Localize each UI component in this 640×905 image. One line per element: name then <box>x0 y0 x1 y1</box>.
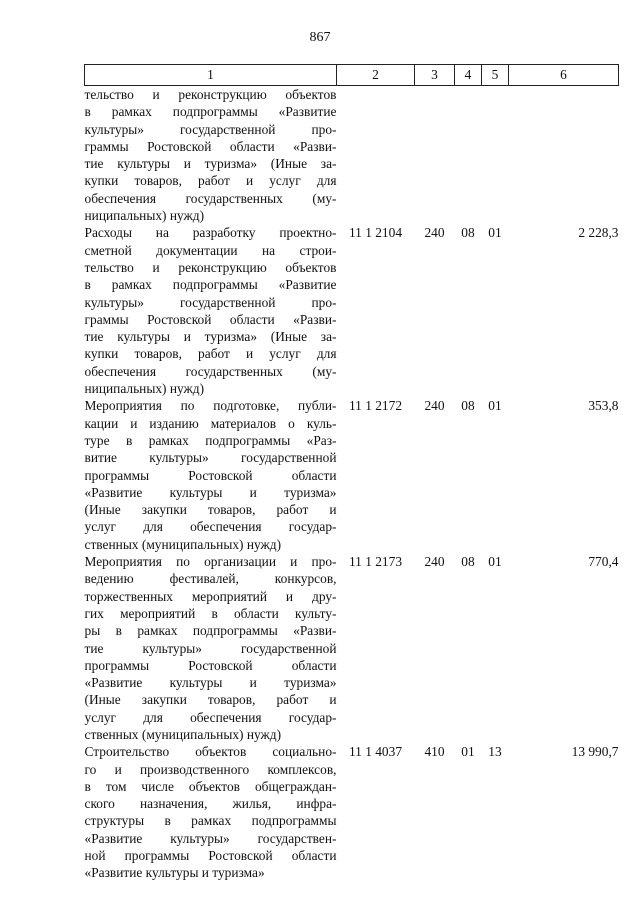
description-line: услуг для обеспечения государ- <box>84 709 337 725</box>
row-section: 08 <box>461 225 475 241</box>
description-line: (Иные закупки товаров, работ и <box>84 502 337 518</box>
description-line: тельство и реконструкцию объектов <box>84 87 337 102</box>
row-subsection <box>482 86 509 225</box>
row-description <box>85 86 337 225</box>
description-line: ственных (муниципальных) нужд) <box>84 536 282 552</box>
row-target-code: 11 1 2104 <box>348 225 403 241</box>
row-subsection: 01 <box>488 398 502 414</box>
column-header-amount: 6 <box>509 65 619 86</box>
description-line: кации и изданию материалов о куль- <box>84 415 337 431</box>
description-line: ной программы Ростовской области <box>84 848 337 864</box>
description-line: купки товаров, работ и услуг для <box>84 346 337 362</box>
table-row <box>85 224 619 397</box>
table-body <box>85 86 619 882</box>
row-amount: 2 228,3 <box>578 225 619 241</box>
description-line: обеспечения государственных (му- <box>84 363 337 379</box>
description-line: сметной документации на строи- <box>84 242 337 258</box>
description-line: ниципальных) нужд) <box>84 381 205 397</box>
description-line: «Развитие культуры и туризма» <box>84 675 337 691</box>
description-line: туре в рамках подпрограммы «Раз- <box>84 432 337 448</box>
table-row <box>85 553 619 743</box>
description-line: тие культуры и туризма» (Иные за- <box>84 329 337 345</box>
description-line: (Иные закупки товаров, работ и <box>84 692 337 708</box>
description-line: граммы Ростовской области «Разви- <box>84 311 337 327</box>
description-line: программы Ростовской области <box>84 467 337 483</box>
description-line: структуры в рамках подпрограммы <box>84 813 337 829</box>
description-line: ры в рамках подпрограммы «Разви- <box>84 623 337 639</box>
row-section: 08 <box>461 398 475 414</box>
row-subsection: 01 <box>488 225 502 241</box>
description-line: ниципальных) нужд) <box>84 208 205 224</box>
description-line: Мероприятия по подготовке, публи- <box>84 398 337 414</box>
row-section: 08 <box>461 554 475 570</box>
description-line: тие культуры» государственной <box>84 640 337 656</box>
table-header-row <box>85 65 619 86</box>
description-line: купки товаров, работ и услуг для <box>84 173 337 189</box>
row-subsection: 01 <box>488 554 502 570</box>
description-line: «Развитие культуры и туризма» <box>84 865 265 881</box>
description-line: программы Ростовской области <box>84 657 337 673</box>
row-subsection: 13 <box>488 744 502 760</box>
row-expense-type <box>415 86 455 225</box>
column-header-expense-type: 3 <box>415 65 455 86</box>
row-target-code: 11 1 4037 <box>348 744 403 760</box>
description-line: ственных (муниципальных) нужд) <box>84 726 282 742</box>
description-line: «Развитие культуры и туризма» <box>84 484 337 500</box>
description-line: витие культуры» государственной <box>84 450 337 466</box>
description-line: торжественных мероприятий и дру- <box>84 588 337 604</box>
row-description <box>85 743 337 881</box>
row-target-code: 11 1 2173 <box>348 554 403 570</box>
description-line: граммы Ростовской области «Разви- <box>84 138 337 154</box>
row-description <box>85 224 337 397</box>
description-line: обеспечения государственных (му- <box>84 190 337 206</box>
row-amount <box>509 86 619 225</box>
description-line: культуры» государственной про- <box>84 294 337 310</box>
description-line: го и производственного комплексов, <box>84 761 337 777</box>
row-section: 01 <box>461 744 475 760</box>
description-line: Расходы на разработку проектно- <box>84 225 337 241</box>
description-line: в рамках подпрограммы «Развитие <box>84 277 337 293</box>
description-line: в том числе объектов общеграждан- <box>84 778 337 794</box>
budget-table <box>84 64 619 882</box>
description-line: тельство и реконструкцию объектов <box>84 259 337 275</box>
row-description <box>85 397 337 553</box>
description-line: в рамках подпрограммы «Развитие <box>84 104 337 120</box>
row-amount: 353,8 <box>588 398 619 414</box>
row-expense-type: 240 <box>424 554 445 570</box>
column-header-description: 1 <box>85 65 337 86</box>
row-expense-type: 240 <box>424 398 445 414</box>
row-amount: 13 990,7 <box>571 744 619 760</box>
description-line: Мероприятия по организации и про- <box>84 554 337 570</box>
description-line: тие культуры и туризма» (Иные за- <box>84 156 337 172</box>
column-header-section: 4 <box>455 65 482 86</box>
row-expense-type: 410 <box>424 744 445 760</box>
row-description <box>85 553 337 743</box>
row-target-code: 11 1 2172 <box>348 398 403 414</box>
description-line: Строительство объектов социально- <box>84 744 337 760</box>
description-line: «Развитие культуры» государствен- <box>84 830 337 846</box>
row-amount: 770,4 <box>588 554 619 570</box>
description-line: услуг для обеспечения государ- <box>84 519 337 535</box>
table-row <box>85 397 619 553</box>
description-line: ского назначения, жилья, инфра- <box>84 796 337 812</box>
description-line: гих мероприятий в области культу- <box>84 605 337 621</box>
page-number: 867 <box>309 30 331 45</box>
column-header-target-code: 2 <box>337 65 415 86</box>
description-line: ведению фестивалей, конкурсов, <box>84 571 337 587</box>
row-section <box>455 86 482 225</box>
column-header-subsection: 5 <box>482 65 509 86</box>
row-expense-type: 240 <box>424 225 445 241</box>
table-row <box>85 86 619 225</box>
table-row <box>85 743 619 881</box>
description-line: культуры» государственной про- <box>84 121 337 137</box>
row-target-code <box>337 86 415 225</box>
